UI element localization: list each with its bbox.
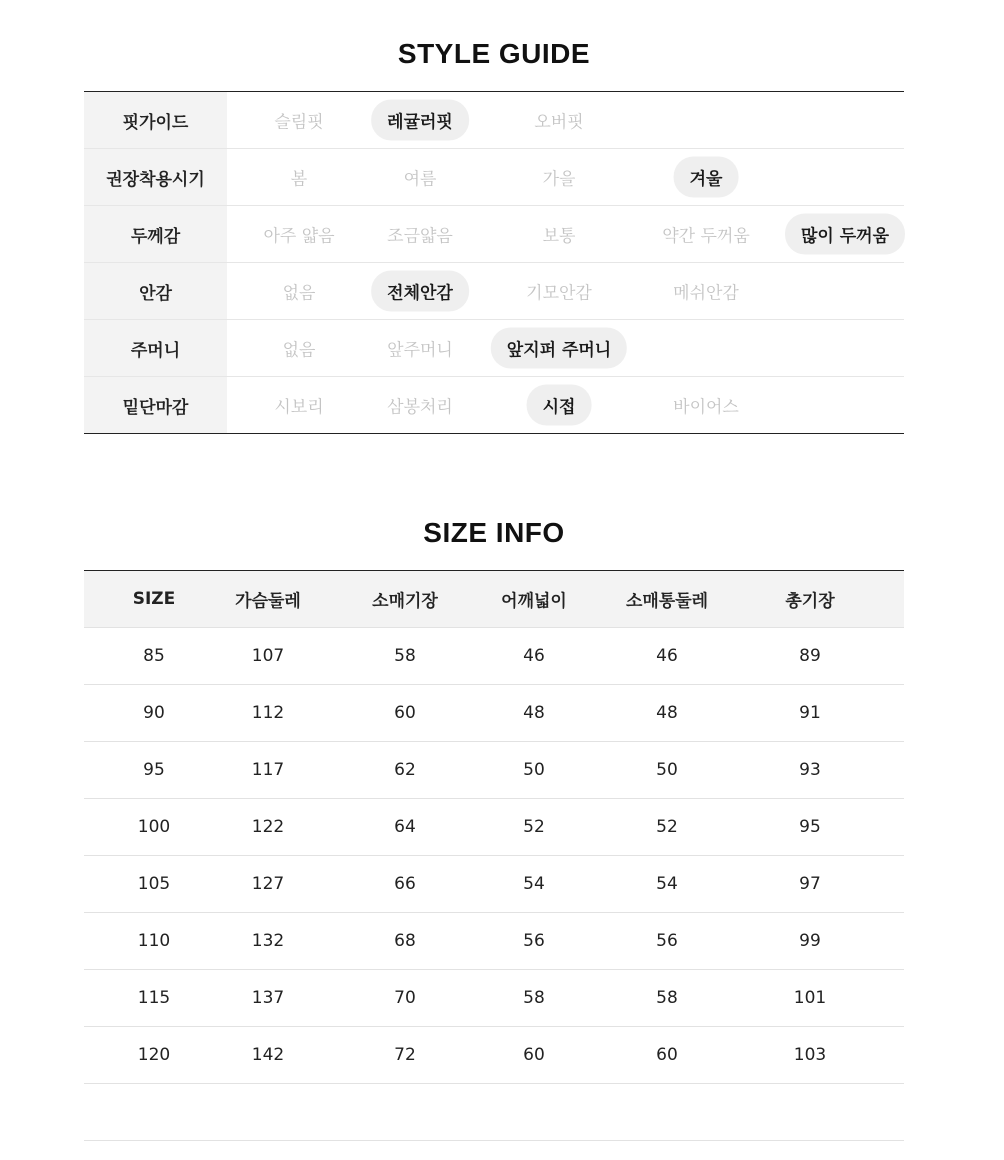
size-cell: 89 (799, 646, 821, 666)
size-cell: 72 (394, 1045, 416, 1065)
style-option: 약간 두꺼움 (662, 226, 750, 247)
style-option: 오버핏 (534, 112, 584, 133)
size-header-cell: 어깨넓이 (501, 591, 567, 612)
size-cell: 46 (656, 646, 678, 666)
size-row (84, 628, 904, 685)
style-option: 메쉬안감 (673, 283, 739, 304)
size-cell: 66 (394, 874, 416, 894)
size-row (84, 913, 904, 970)
size-cell: 46 (523, 646, 545, 666)
style-option: 여름 (403, 169, 437, 190)
size-cell: 100 (137, 817, 171, 837)
size-row (84, 742, 904, 799)
style-guide-table (84, 91, 904, 434)
size-cell: 95 (143, 760, 165, 780)
size-cell: 52 (656, 817, 678, 837)
size-row (84, 970, 904, 1027)
size-cell: 85 (143, 646, 165, 666)
size-cell: 52 (523, 817, 545, 837)
size-cell: 50 (523, 760, 545, 780)
size-info-table (84, 570, 904, 1141)
size-cell: 91 (799, 703, 821, 723)
size-cell: 142 (251, 1045, 285, 1065)
style-option-selected: 많이 두꺼움 (785, 214, 905, 255)
size-header-row (84, 571, 904, 628)
size-cell: 103 (793, 1045, 827, 1065)
size-header-cell: SIZE (132, 589, 176, 609)
size-cell: 107 (251, 646, 285, 666)
size-header-cell: 소매기장 (372, 591, 438, 612)
style-guide-label: 핏가이드 (84, 92, 227, 148)
size-cell: 110 (137, 931, 171, 951)
size-cell: 137 (251, 988, 285, 1008)
size-cell: 105 (137, 874, 171, 894)
size-header-cell: 총기장 (785, 591, 835, 612)
size-cell: 132 (251, 931, 285, 951)
style-option: 앞주머니 (387, 340, 453, 361)
style-option: 아주 얇음 (263, 226, 335, 247)
style-option: 삼봉처리 (387, 397, 453, 418)
style-option-selected: 전체안감 (371, 271, 469, 312)
size-cell: 112 (251, 703, 285, 723)
size-header-cell: 가슴둘레 (235, 591, 301, 612)
size-cell: 115 (137, 988, 171, 1008)
size-row (84, 799, 904, 856)
style-guide-row (84, 149, 904, 206)
style-option: 바이어스 (673, 397, 739, 418)
style-guide-row (84, 263, 904, 320)
style-option: 봄 (290, 169, 308, 190)
size-cell: 95 (799, 817, 821, 837)
size-cell: 117 (251, 760, 285, 780)
style-guide-label: 두께감 (84, 206, 227, 262)
style-guide-label: 안감 (84, 263, 227, 319)
size-cell: 58 (523, 988, 545, 1008)
size-cell: 56 (523, 931, 545, 951)
size-row (84, 1084, 904, 1141)
size-cell: 99 (799, 931, 821, 951)
size-cell: 101 (793, 988, 827, 1008)
style-option-selected: 레귤러핏 (371, 100, 469, 141)
size-cell: 54 (523, 874, 545, 894)
style-option-selected: 겨울 (674, 157, 739, 198)
style-option: 없음 (282, 283, 316, 304)
style-guide-label: 권장착용시기 (84, 149, 227, 205)
style-option: 슬림핏 (274, 112, 324, 133)
size-cell: 60 (394, 703, 416, 723)
style-option: 없음 (282, 340, 316, 361)
style-option: 시보리 (274, 397, 324, 418)
size-cell: 58 (394, 646, 416, 666)
size-cell: 60 (523, 1045, 545, 1065)
size-row (84, 1027, 904, 1084)
style-guide-row (84, 377, 904, 433)
size-cell: 58 (656, 988, 678, 1008)
style-guide-label: 주머니 (84, 320, 227, 376)
size-cell: 97 (799, 874, 821, 894)
size-cell: 93 (799, 760, 821, 780)
size-cell: 127 (251, 874, 285, 894)
size-cell: 122 (251, 817, 285, 837)
style-guide-row (84, 206, 904, 263)
size-cell: 54 (656, 874, 678, 894)
style-option: 보통 (542, 226, 576, 247)
size-cell: 120 (137, 1045, 171, 1065)
size-row (84, 856, 904, 913)
size-cell: 64 (394, 817, 416, 837)
style-option-selected: 시접 (527, 385, 592, 426)
style-guide-row (84, 320, 904, 377)
style-guide-title: STYLE GUIDE (397, 38, 591, 69)
size-cell: 60 (656, 1045, 678, 1065)
style-option-selected: 앞지퍼 주머니 (491, 328, 627, 369)
size-cell: 90 (143, 703, 165, 723)
size-cell: 48 (523, 703, 545, 723)
style-guide-label: 밑단마감 (84, 377, 227, 433)
size-cell: 50 (656, 760, 678, 780)
size-cell: 62 (394, 760, 416, 780)
size-cell: 56 (656, 931, 678, 951)
style-option: 기모안감 (526, 283, 592, 304)
size-cell: 70 (394, 988, 416, 1008)
size-info-title: SIZE INFO (423, 517, 565, 548)
size-cell: 48 (656, 703, 678, 723)
size-cell: 68 (394, 931, 416, 951)
style-option: 조금얇음 (387, 226, 453, 247)
style-guide-row (84, 92, 904, 149)
size-row (84, 685, 904, 742)
size-header-cell: 소매통둘레 (625, 591, 709, 612)
style-option: 가을 (542, 169, 576, 190)
